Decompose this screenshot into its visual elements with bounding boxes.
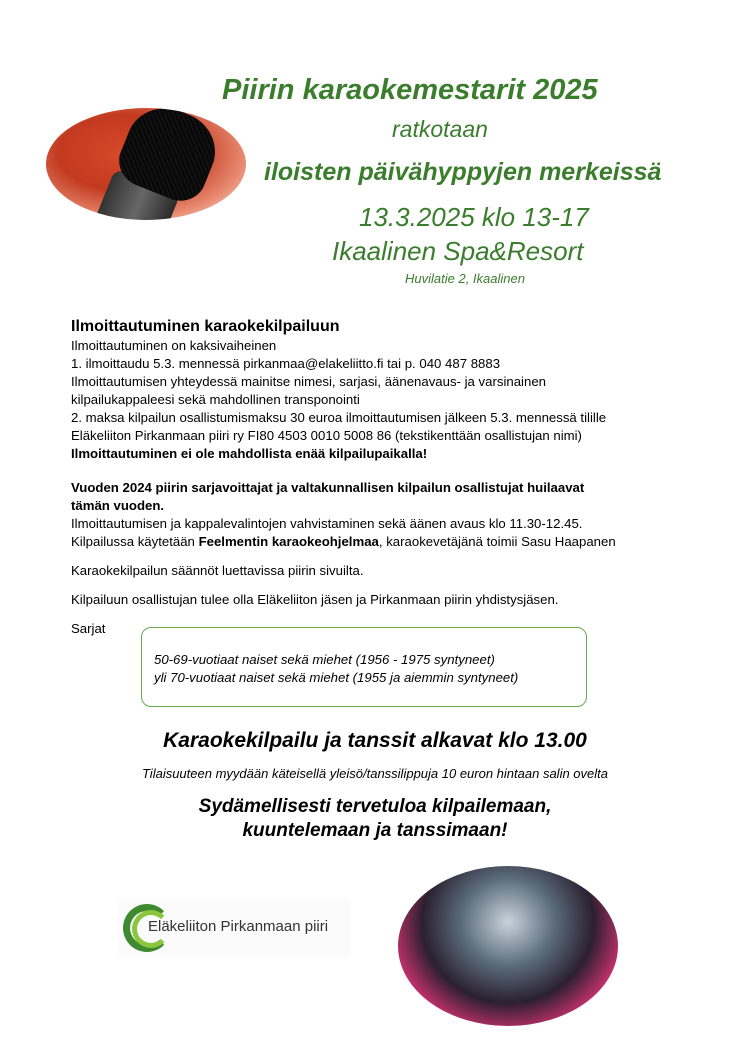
- registration-section: [71, 317, 606, 463]
- text-line: tämän vuoden.: [71, 498, 165, 513]
- registration-heading: Ilmoittautuminen karaokekilpailuun: [71, 318, 340, 335]
- text-line: 1. ilmoittaudu 5.3. mennessä pirkanmaa@elakeliitto.fi tai p. 040 487 8883: [71, 356, 501, 371]
- ticket-info: Tilaisuuteen myydään käteisellä yleisö/tanssilippuja 10 euron hintaan salin ovelta: [141, 766, 608, 781]
- welcome-line: kuuntelemaan ja tanssimaan!: [242, 820, 508, 841]
- text: Kilpailussa käytetään: [71, 534, 199, 549]
- start-time-heading: Karaokekilpailu ja tanssit alkavat klo 13.00: [163, 729, 587, 752]
- series-item: yli 70-vuotiaat naiset sekä miehet (1955 ja aiemmin syntyneet): [154, 670, 519, 685]
- text-line: 2. maksa kilpailun osallistumismaksu 30 euroa ilmoittautumisen jälkeen 5.3. mennessä tilille: [71, 410, 607, 425]
- logo-text: Eläkeliiton Pirkanmaan piiri: [148, 918, 329, 935]
- series-label: Sarjat: [71, 621, 106, 636]
- series-item: 50-69-vuotiaat naiset sekä miehet (1956 - 1975 syntyneet): [154, 652, 495, 667]
- event-venue: Ikaalinen Spa&Resort: [332, 236, 584, 266]
- microphone-photo: [46, 108, 246, 220]
- welcome-message: [0, 795, 750, 843]
- karaoke-software: Feelmentin karaokeohjelmaa: [198, 534, 379, 549]
- subtitle-theme: iloisten päivähyppyjen merkeissä: [264, 158, 662, 186]
- text-line: Vuoden 2024 piirin sarjavoittajat ja valtakunnallisen kilpailun osallistujat huilaavat: [71, 480, 585, 495]
- text-line: [71, 533, 616, 551]
- welcome-line: Sydämellisesti tervetuloa kilpailemaan,: [198, 796, 552, 817]
- rules-note: Karaokekilpailun säännöt luettavissa piirin sivuilta.: [71, 563, 364, 578]
- text-line: Ilmoittautumisen ja kappalevalintojen vahvistaminen sekä äänen avaus klo 11.30-12.45.: [71, 516, 583, 531]
- text-line: kilpailukappaleesi sekä mahdollinen transponointi: [71, 392, 360, 407]
- text-line: Ilmoittautumisen yhteydessä mainitse nimesi, sarjasi, äänenavaus- ja varsinainen: [71, 374, 546, 389]
- text-line: Ilmoittautuminen on kaksivaiheinen: [71, 338, 277, 353]
- info-section: [71, 479, 616, 638]
- event-datetime: 13.3.2025 klo 13-17: [359, 202, 589, 232]
- elakeliitto-logo: [118, 898, 350, 958]
- dance-floor-photo: [398, 866, 618, 1026]
- membership-note: Kilpailuun osallistujan tulee olla Eläkeliiton jäsen ja Pirkanmaan piirin yhdistysjäsen.: [71, 592, 559, 607]
- subtitle-ratkotaan: ratkotaan: [392, 116, 488, 142]
- registration-warning: Ilmoittautuminen ei ole mahdollista enää kilpailupaikalla!: [71, 446, 428, 461]
- series-box: [141, 627, 587, 707]
- text-line: Eläkeliiton Pirkanmaan piiri ry FI80 4503 0010 5008 86 (tekstikenttään osallistujan nimi): [71, 428, 582, 443]
- event-address: Huvilatie 2, Ikaalinen: [405, 271, 525, 286]
- event-title: Piirin karaokemestarit 2025: [222, 74, 598, 106]
- text: , karaokevetäjänä toimii Sasu Haapanen: [378, 534, 616, 549]
